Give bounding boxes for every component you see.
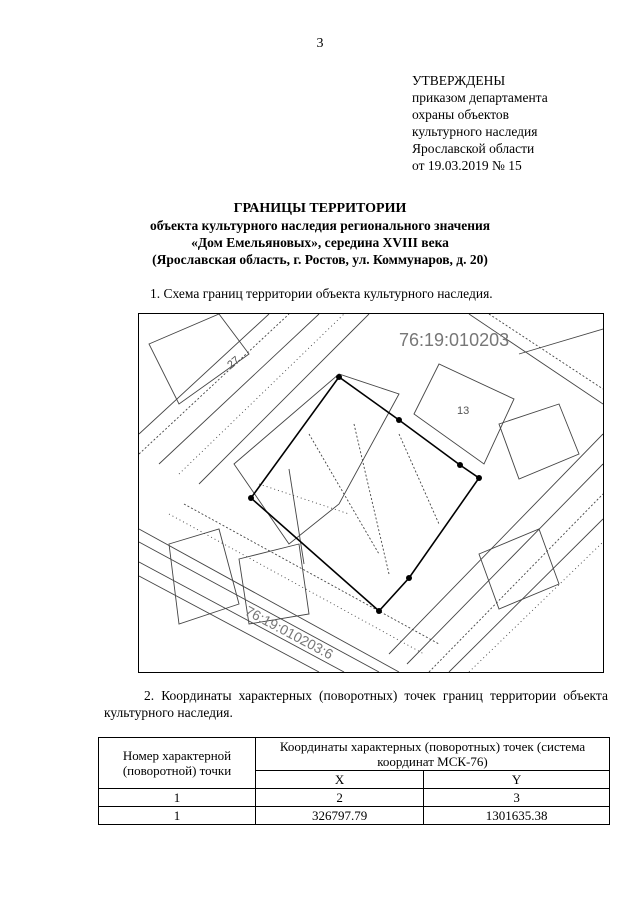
street-line <box>139 562 344 672</box>
boundary-point <box>457 462 463 468</box>
street-line <box>159 314 319 464</box>
street-line <box>429 494 603 672</box>
table-cell: 1301635.38 <box>424 807 610 825</box>
lot-number: 13 <box>457 405 470 417</box>
street-line <box>469 314 603 404</box>
table-cell: 1 <box>99 807 256 825</box>
table-header-row <box>99 738 610 771</box>
detail-line <box>399 434 439 524</box>
boundary-point <box>406 575 412 581</box>
header-x: X <box>256 771 424 789</box>
document-title <box>0 200 640 268</box>
approval-block <box>412 72 548 174</box>
boundary-point <box>248 495 254 501</box>
lot-outline <box>479 529 559 609</box>
section-1-heading: 1. Схема границ территории объекта культурного наследия. <box>150 286 493 301</box>
header-point-number: Номер характерной (поворотной) точки <box>99 738 256 789</box>
header-coordinates: Координаты характерных (поворотных) точек (система координат МСК-76) <box>256 738 610 771</box>
lot-outline <box>499 404 579 479</box>
detail-line <box>259 484 349 514</box>
street-line <box>489 314 603 389</box>
detail-line <box>354 424 389 574</box>
title-line: «Дом Емельяновых», середина XVIII века <box>191 235 449 250</box>
boundary-point <box>376 608 382 614</box>
street-line <box>519 329 603 354</box>
detail-line <box>309 434 379 554</box>
header-y: Y <box>424 771 610 789</box>
detail-line <box>289 469 304 564</box>
page-number: 3 <box>316 36 324 51</box>
street-line <box>407 464 603 664</box>
street-line <box>139 314 289 454</box>
table-cell: 2 <box>256 789 424 807</box>
coordinates-table <box>98 737 610 825</box>
boundary-scheme-map <box>138 313 604 673</box>
approval-line: охраны объектов <box>412 107 510 122</box>
boundary-point <box>476 475 482 481</box>
title-main: ГРАНИЦЫ ТЕРРИТОРИИ <box>233 201 407 216</box>
table-cell: 326797.79 <box>256 807 424 825</box>
parcel-label: 76:19:010203:6 <box>242 602 337 663</box>
boundary-point <box>336 374 342 380</box>
section-2-heading: 2. Координаты характерных (поворотных) точек границ территории объекта культурного наследия. <box>104 688 608 720</box>
territory-boundary <box>251 377 479 611</box>
table-cell: 3 <box>424 789 610 807</box>
table-cell: 1 <box>99 789 256 807</box>
table-index-row <box>99 789 610 807</box>
approval-line: культурного наследия <box>412 124 538 139</box>
table-row <box>99 807 610 825</box>
street-line <box>184 504 439 644</box>
title-line: (Ярославская область, г. Ростов, ул. Коммунаров, д. 20) <box>152 252 488 267</box>
lot-outline <box>234 374 399 544</box>
boundary-point <box>396 417 402 423</box>
title-line: объекта культурного наследия регионального значения <box>149 218 491 233</box>
cadastral-block-label: 76:19:010203 <box>399 330 510 350</box>
scheme-drawing <box>139 314 603 672</box>
street-line <box>389 434 603 654</box>
approval-line: Ярославской области <box>412 141 535 156</box>
street-line <box>139 314 269 434</box>
lot-number: 27 <box>225 354 243 372</box>
approval-line: УТВЕРЖДЕНЫ <box>412 73 506 88</box>
street-line <box>469 542 603 672</box>
approval-line: приказом департамента <box>412 90 548 105</box>
approval-line: от 19.03.2019 № 15 <box>412 158 522 173</box>
street-line <box>199 314 369 484</box>
